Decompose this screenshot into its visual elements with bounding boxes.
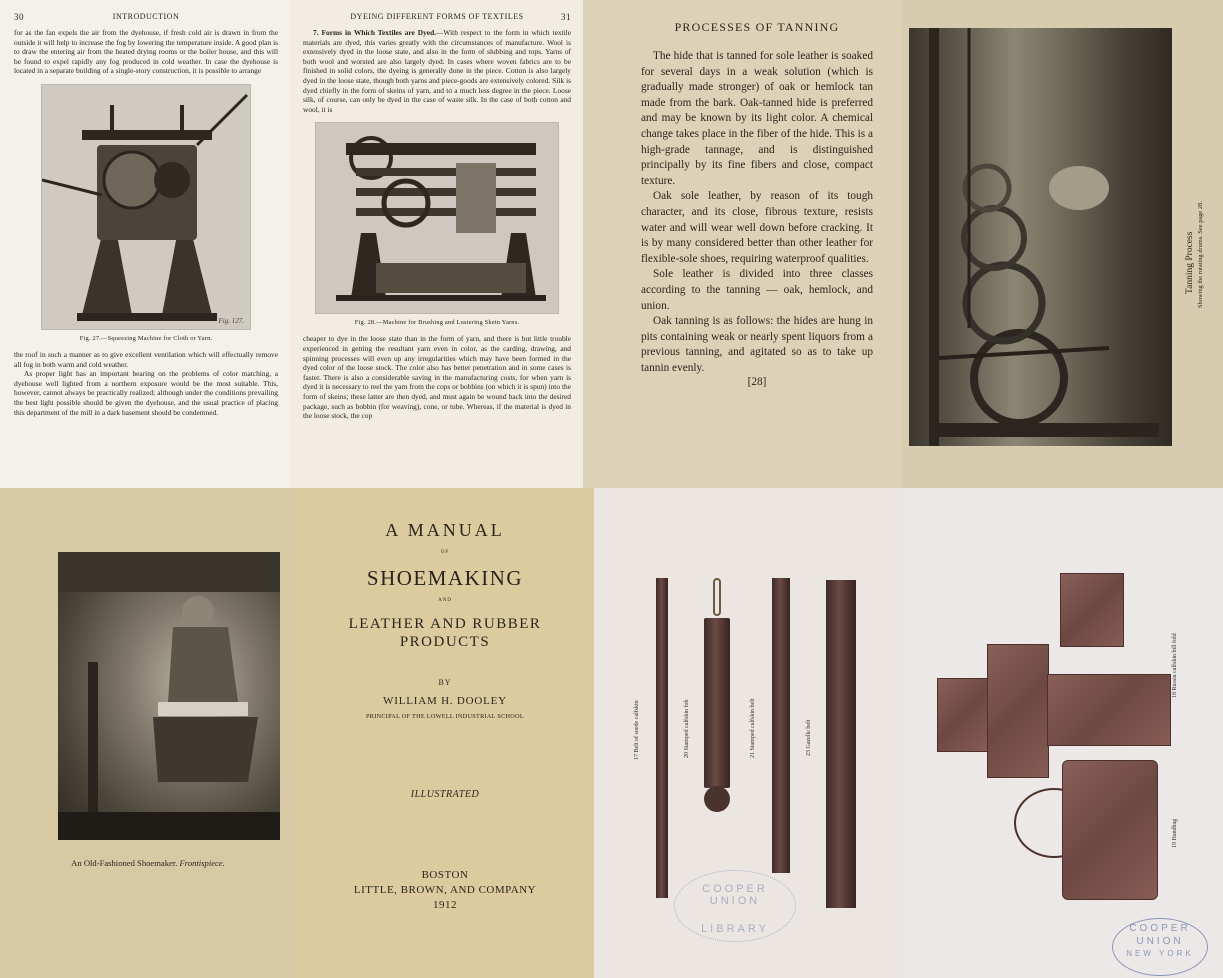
- suede-belt-image: [656, 578, 668, 898]
- plate-leather-goods: [904, 488, 1223, 978]
- tanning-process-photo: [909, 28, 1172, 446]
- plate-belts: [594, 488, 904, 978]
- book-page-31: [291, 0, 583, 488]
- author-name: WILLIAM H. DOOLEY: [383, 695, 507, 707]
- label-fob-20: 20 Stamped calfskin fob: [684, 699, 690, 758]
- book-page-tanning-text: [583, 0, 901, 488]
- body-text-top: [14, 28, 278, 76]
- title-line-4: PRODUCTS: [399, 634, 491, 650]
- shoemaker-photo: [58, 552, 280, 840]
- paragraph: the roof in such a manner as to give excellent ventilation which will effectually remove all fog in both warm and cold weather.: [14, 349, 278, 369]
- photo-caption: [1181, 170, 1215, 320]
- stamp-text-bottom: LIBRARY: [701, 923, 769, 935]
- fob-medallion-image: [704, 786, 730, 812]
- book-page-frontispiece: [0, 488, 296, 978]
- body-text-bottom: [14, 350, 278, 417]
- stamped-belt-image: [772, 578, 790, 873]
- figure-caption: Fig. 27.—Squeezing Machine for Cloth or Yarn.: [79, 334, 213, 342]
- paragraph: The hide that is tanned for sole leather is soaked for several days in a weak solution (which is gradually made stronger) of oak or hemlock tan made from the bark. Oak-tanned hide is preferred and may be known by its light color. A chemical change takes place in the fiber of the hide. This is a high-grade tannage, and is distinguished principally by its fine fibers and close, compact texture.: [641, 50, 873, 187]
- book-title-page: [296, 488, 594, 978]
- bill-fold-open-left-image: [937, 678, 989, 752]
- paragraph: Oak tanning is as follows: the hides are hung in pits containing weak or nearly spent liquors from a previous tanning, and agitated so as to take up tannin evenly.: [641, 315, 873, 374]
- page-number: 30: [14, 12, 24, 22]
- caption-main: An Old-Fashioned Shoemaker.: [71, 858, 178, 868]
- running-head-title: DYEING DIFFERENT FORMS OF TEXTILES: [350, 12, 524, 21]
- bill-fold-open-right-image: [1047, 674, 1171, 746]
- bill-fold-open-center-image: [987, 644, 1049, 778]
- figure-brushing-machine: [315, 122, 559, 314]
- figure-caption: Fig. 28.—Machine for Brushing and Lustering Skein Yarns.: [354, 319, 520, 327]
- caption-title: Tanning Process: [1185, 231, 1195, 294]
- title-line-3: LEATHER AND RUBBER: [348, 616, 542, 632]
- caption-italic: Frontispiece.: [179, 858, 225, 868]
- label-belt-21: 21 Stamped calfskin belt: [750, 698, 756, 758]
- author-title: PRINCIPAL OF THE LOWELL INDUSTRIAL SCHOOL: [366, 713, 524, 720]
- running-head: [303, 12, 571, 22]
- publisher-city: BOSTON: [421, 869, 469, 881]
- title-and: AND: [438, 598, 452, 603]
- figure-mark: Fig. 127.: [218, 316, 244, 325]
- page-title: PROCESSES OF TANNING: [674, 20, 840, 34]
- book-page-tanning-photo: [901, 0, 1223, 488]
- brushing-machine-illustration: [316, 123, 558, 313]
- stamp-line-3: NEW YORK: [1126, 949, 1194, 958]
- shoemaker-illustration: [58, 552, 280, 840]
- paragraph: for as the fan expels the air from the dyehouse, if fresh cold air is drawn in from the outside it will help to increase the fog by lowering the temperature inside. A good plan is to draw the entering air from the heated drying rooms or the boiler house, and this will be found to expel rapidly any fog produced in cold weather. In case the dyehouse is located in a separate building of a single-story construction, it is possible to arrange: [14, 28, 278, 76]
- paragraph: Sole leather is divided into three classes according to the tanning — oak, hemlock, and union.: [641, 268, 873, 312]
- library-stamp: [1112, 918, 1208, 976]
- body-text-bottom: [303, 334, 571, 420]
- publisher-name: LITTLE, BROWN, AND COMPANY: [353, 884, 537, 896]
- stamp-line-1: COOPER: [1129, 923, 1191, 934]
- illustrated-note: ILLUSTRATED: [410, 789, 480, 800]
- bill-fold-closed-image: [1060, 573, 1124, 647]
- publication-year: 1912: [433, 899, 457, 911]
- section-heading: 7. Forms in Which Textiles are Dyed.: [313, 28, 437, 37]
- title-line-1: A MANUAL: [385, 520, 505, 540]
- running-head: [14, 12, 278, 22]
- stamped-fob-image: [704, 618, 730, 788]
- body-text: [641, 49, 873, 376]
- paragraph: —With respect to the form in which textile materials are dyed, this varies greatly with the circumstances of manufacture. Wool is extensively dyed in the loose state, and also in the form of slubbing and tops. Yarns of both wool and worsted are also largely dyed. In cases where woven fabrics are to be finished in solid colors, the dyeing is generally done in the piece. Cotton is also largely dyed in the loose state, though both yarns and piece-goods are extensively colored. Silk is dyed chiefly in the form of skeins of yarn, and to a much less degree in the piece. Loose silk, of course, can only be dyed in the case of waste silk. In the case of both cotton and wool, it is: [303, 28, 571, 114]
- paragraph: As proper light has an important bearing on the problems of color matching, a dyehouse well lighted from a northern exposure would be the most suitable. This, however, cannot always be practically realized; although under the conditions prevailing the best light possible should be given the dyehouse, and the usual practice of placing this department of the mill in a dark basement should be condemned.: [14, 369, 278, 417]
- gazelle-belt-image: [826, 580, 856, 908]
- paragraph: cheaper to dye in the loose state than in the form of yarn, and there is but little trouble experienced in getting the resultant yarn even in color, as the carding, drawing, and spinning processes will even up any irregularities which may have been formed in the dyed color of the loose stock. The color also has better penetration and in some cases is faster. There is also a considerable saving in the manufacturing costs, for when yarn is dyed it is necessary to reel the yarn from the cops or bobbins (on which it is spun) into the form of skeins; these latter are then dyed, and must again be wound back into the desired package, such as bobbin (for weaving), cone, or tube. Whereas, if the material is dyed in the loose stock, the cop: [303, 334, 571, 421]
- tanning-drums-illustration: [909, 28, 1172, 446]
- fob-clip-image: [713, 578, 721, 616]
- library-stamp: [674, 870, 796, 942]
- page-number: 31: [560, 12, 571, 22]
- title-by: BY: [438, 678, 452, 687]
- caption-subtitle: Showing the rotating drums. See page 28.: [1197, 201, 1204, 308]
- body-text-top: [303, 28, 571, 114]
- label-bill-fold-18: 18 Russia calfskin bill fold: [1172, 633, 1178, 698]
- book-page-30: [0, 0, 291, 488]
- handbag-image: [1062, 760, 1158, 900]
- title-line-2: SHOEMAKING: [366, 566, 524, 590]
- label-handbag-19: 19 Handbag: [1172, 818, 1178, 848]
- page-number: [28]: [747, 376, 767, 389]
- running-head-title: INTRODUCTION: [112, 12, 180, 21]
- figure-squeezing-machine: [41, 84, 251, 330]
- paragraph: Oak sole leather, by reason of its tough character, and its close, fibrous texture, resists water and will wear well down before cracking. It is by many considered better than other leather for flexible-sole shoes, requiring waterproof qualities.: [641, 190, 873, 265]
- frontispiece-caption: [0, 858, 296, 868]
- label-belt-23: 23 Gazelle belt: [806, 719, 812, 756]
- stamp-text-top: COOPER UNION: [702, 883, 768, 907]
- stamp-line-2: UNION: [1136, 936, 1184, 947]
- label-belt-17: 17 Belt of suede calfskin: [634, 700, 640, 760]
- squeezing-machine-illustration: [42, 85, 250, 329]
- title-of: OF: [440, 550, 450, 555]
